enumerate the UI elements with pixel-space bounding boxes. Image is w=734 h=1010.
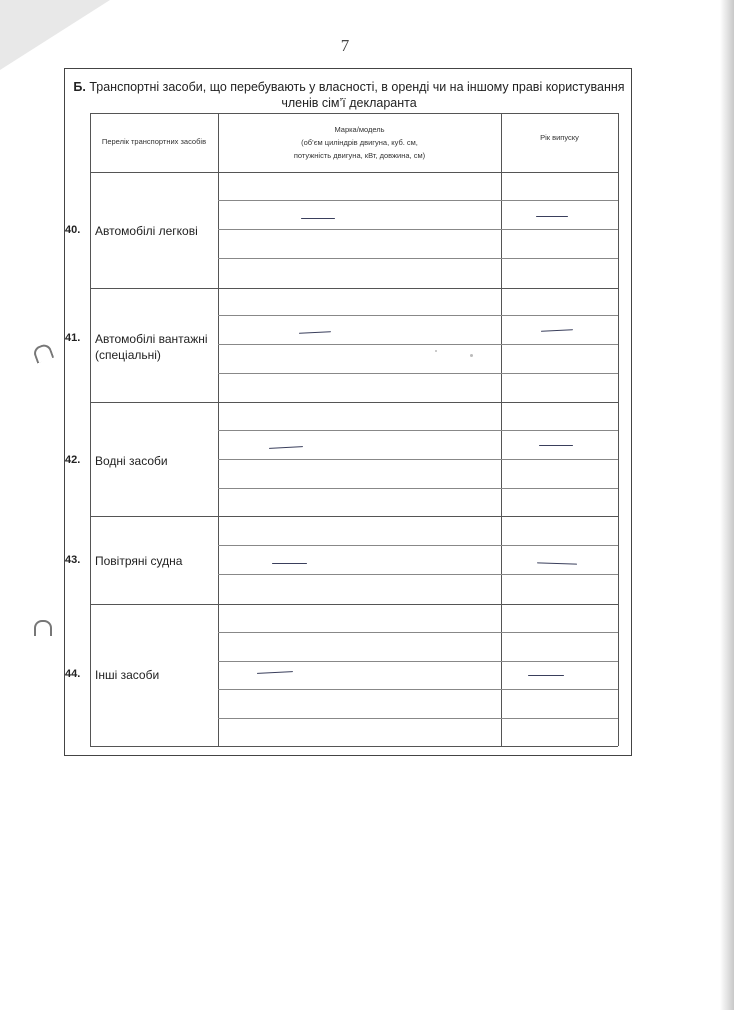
handwritten-dash: [299, 331, 331, 334]
header-year: Рік випуску: [540, 133, 579, 142]
table-rule: [90, 288, 618, 289]
handwritten-dash: [301, 218, 335, 219]
table-rule: [218, 574, 618, 575]
header-brand-line3: потужність двигуна, кВт, довжина, см): [293, 151, 426, 160]
table-rule: [90, 746, 618, 747]
table-rule: [90, 113, 91, 746]
scan-speck: [470, 354, 473, 357]
handwritten-dash: [272, 563, 307, 564]
row-number: 43.: [65, 554, 81, 566]
row-label-water: Водні засоби: [95, 454, 168, 468]
table-rule: [218, 689, 618, 690]
table-rule: [218, 632, 618, 633]
handwritten-dash: [536, 216, 568, 217]
handwritten-dash: [537, 562, 577, 565]
table-rule: [218, 315, 618, 316]
table-rule: [218, 459, 618, 460]
table-rule: [218, 344, 618, 345]
page-number: 7: [340, 36, 350, 55]
declaration-section-frame: [64, 68, 632, 756]
row-number: 40.: [65, 224, 81, 236]
header-brand-model: [218, 123, 501, 162]
handwritten-dash: [528, 675, 564, 676]
row-label-aircraft: Повітряні судна: [95, 554, 183, 568]
header-brand-line2: (об’єм циліндрів двигуна, куб. см,: [301, 138, 418, 147]
scan-speck: [435, 350, 437, 352]
row-label-trucks: Автомобілі вантажні (спеціальні): [95, 332, 208, 362]
table-rule: [218, 545, 618, 546]
table-rule: [90, 402, 618, 403]
handwritten-dash: [539, 445, 573, 446]
section-letter: Б.: [73, 80, 86, 94]
vehicles-table: [65, 69, 631, 755]
table-rule: [218, 229, 618, 230]
table-rule: [618, 113, 619, 746]
table-rule: [90, 516, 618, 517]
table-rule: [218, 430, 618, 431]
row-label-cars: Автомобілі легкові: [95, 224, 198, 238]
table-rule: [90, 604, 618, 605]
section-title-text: Транспортні засоби, що перебувають у власності, в оренді чи на іншому праві користування членів сім’ї декларанта: [89, 80, 625, 110]
table-rule: [218, 258, 618, 259]
row-number: 41.: [65, 332, 81, 344]
folded-corner-shadow: [0, 0, 110, 70]
binder-hole-mark: [34, 620, 52, 636]
table-rule: [218, 718, 618, 719]
handwritten-dash: [541, 329, 573, 332]
table-rule: [90, 172, 618, 173]
handwritten-dash: [269, 446, 303, 449]
handwritten-dash: [257, 671, 293, 674]
table-rule: [218, 200, 618, 201]
row-label-other: Інші засоби: [95, 668, 160, 682]
header-vehicle-list: Перелік транспортних засобів: [101, 137, 207, 146]
row-number: 42.: [65, 454, 81, 466]
binder-hole-mark: [32, 342, 54, 363]
table-rule: [218, 661, 618, 662]
table-rule: [90, 113, 618, 114]
table-rule: [218, 488, 618, 489]
row-number: 44.: [65, 668, 81, 680]
header-brand-line1: Марка/модель: [334, 125, 385, 134]
page-edge-shadow: [720, 0, 734, 1010]
table-rule: [218, 373, 618, 374]
